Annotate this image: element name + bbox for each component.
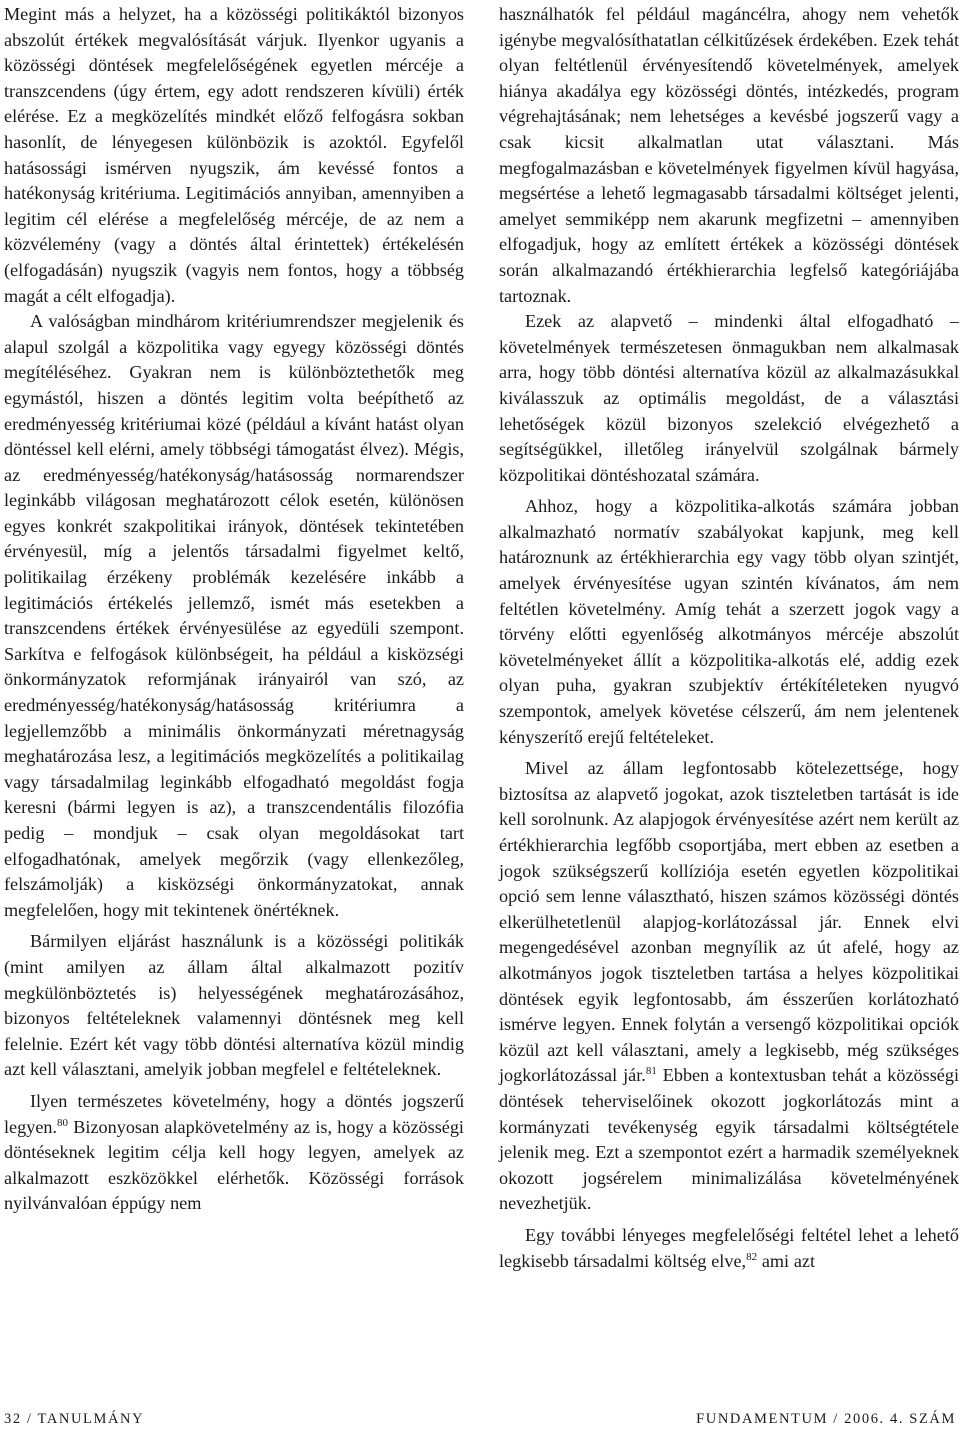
footnote-ref-81[interactable]: 81 (645, 1065, 657, 1078)
paragraph: Ahhoz, hogy a közpolitika-alkotás számára jobban alkalmazható normatív szabályokat kapjunk, meg kell határoznunk az értékhierarchia egy vagy több olyan szintjét, amelyek érvényesítése ugyan szintén kívánatos, ám nem feltétlen követelmény. Amíg tehát a szerzett jogok vagy a törvény előtti egyenlőség alkotmányos mércéje abszolút követelményeket állít a közpolitika-alkotás elé, addig ezek olyan puha, gyakran szubjektív értékítéleteken nyugvó szempontok, amelyek követése célszerű, ám nem jelentenek kényszerítő erejű feltételeket. (499, 496, 959, 747)
paragraph: Ezek az alapvető – mindenki által elfogadható – követelmények természetesen önmagukban nem alkalmasak arra, hogy több döntési alternatíva közül az alkalmazásukkal kiválasszuk az optimális megoldást, de a választási lehetőségek közül bizonyos szelekció elvégezhető a segítségükkel, illetőleg irányelvül szolgálnak bármely közpolitikai döntéshozatal számára. (499, 311, 959, 485)
footer-page-label: 32 / TANULMÁNY (4, 1411, 145, 1427)
paragraph: Bármilyen eljárást használunk is a közösségi politikák (mint amilyen az állam által alkalmazott pozitív megkülönböztetés is) helyességének meghatározásához, bizonyos feltételeknek valamennyi döntésnek meg kell felelnie. Ezért két vagy több döntési alternatíva közül mindig azt kell választani, amelyik jobban megfelel e feltételeknek. (4, 931, 464, 1080)
paragraph-text: Ilyen természetes követelmény, hogy a döntés jogszerű legyen. (4, 1090, 464, 1137)
paragraph: Megint más a helyzet, ha a közösségi politikáktól bizonyos abszolút értékek megvalósítását várjuk. Ilyenkor ugyanis a közösségi döntések megfelelőségének egyetlen mércéje a transzcendens (úgy értem, egy adott rendszeren kívüli) érték elérése. Ez a megközelítés mindkét előző felfogásra sokban hasonlít, de lényegesen különbözik is azoktól. Egyfelől hatásossági ismérven nyugszik, ám kevéssé fontos a hatékonyság kritériuma. Legitimációs annyiban, amennyiben a legitim cél elérése a megfelelőség mércéje, de az nem a közvélemény (vagy a döntés által érintettek) értékelésén (elfogadásán) nyugszik (vagyis nem fontos, hogy a többség magát a célt elfogadja). (4, 4, 464, 306)
footnote-ref-80[interactable]: 80 (57, 1116, 69, 1129)
footnote-ref-82[interactable]: 82 (746, 1250, 758, 1263)
paragraph (4, 1089, 464, 1217)
paragraph: használhatók fel például magáncélra, ahogy nem vehetők igénybe megvalósíthatatlan célkitűzések érdekében. Ezek tehát olyan feltétlenül érvényesítendő követelmények, amelyek hiánya akadálya egy közösségi döntés, intézkedés, program végrehajtásának; nem lehetséges a kevésbé jogszerű vagy a csak kicsit alkalmatlan utat választani. Más megfogalmazásban e követelmények figyelmen kívül hagyása, megsértése a lehető legmagasabb társadalmi költséget jelenti, amelyet semmiképp nem akarunk megfizetni – amennyiben elfogadjuk, hogy az említett értékek a közösségi döntések során alkalmazandó értékhierarchia legfelső kategóriájába tartoznak. (499, 4, 959, 306)
paragraph (499, 1223, 959, 1274)
paragraph-text: ami azt (757, 1250, 816, 1271)
paragraph-text: Ebben a kontextusban tehát a közösségi döntések teherviselőinek okozott jogkorlátozás mint a kormányzati tevékenység egyik társadalmi költségtétele jelenik meg. Ezt a szempontot ezért a harmadik személyeknek okozott jogsérelem minimalizálása követelményének nevezhetjük. (499, 1065, 959, 1214)
paragraph (499, 756, 959, 1217)
paragraph-text: Bizonyosan alapkövetelmény az is, hogy a közösségi döntéseknek legitim célja kell hogy legyen, amelyek az alkalmazott eszközökkel elérhetők. Közösségi források nyilvánvalóan éppúgy nem (4, 1116, 464, 1214)
paragraph: A valóságban mindhárom kritériumrendszer megjelenik és alapul szolgál a közpolitika vagy egyegy közösségi döntés megítéléséhez. Gyakran nem is különböztethetők meg egymástól, hiszen a döntés legitim volta beépíthető az eredményesség kritériumai közé (például a kívánt hatást olyan döntéssel kell elérni, amely többségi támogatást élvez). Mégis, az eredményesség/hatékonyság/hatásosság normarendszer leginkább világosan meghatározott célok esetén, különösen egyes konkrét szakpolitikai irányok, döntések tekintetében érvényesül, míg a jelentős társadalmi figyelmet keltő, politikailag érzékeny problémák kezelésére inkább a legitimációs értékelés jellemző, ismét más esetekben a transzcendens értékek érvényesülése az egyedüli szempont. Sarkítva e felfogások különbségeit, ha például a kisközségi önkormányzatok reformjának irányairól van szó, az eredményesség/hatékonyság/hatásosság kritériumra a legjellemzőbb a minimális önkormányzati méretnagyság meghatározása lesz, a legitimációs megközelítés a politikailag vagy társadalmilag leginkább elfogadható megoldást fogja keresni (bármi legyen is az), a transzcendentális filozófia pedig – mondjuk – csak olyan megoldásokat tart elfogadhatónak, amelyek megőrzik (vagy ellenkezőleg, felszámolják) a kisközségi önkormányzatokat, annak megfelelően, hogy mit tekintenek önértéknek. (4, 311, 464, 920)
paragraph-text: Mivel az állam legfontosabb kötelezettsége, hogy biztosítsa az alapvető jogokat, azok tiszteletben tartását is ide kell sorolnunk. Az alapjogok érvényesítése azért nem került az értékhierarchia legfőbb csoportjába, mert ebben az esetben a jogok szükségszerű kollíziója esetén egyetlen közpolitikai opció sem lenne választható, hiszen számos közösségi döntés elkerülhetetlenül alapjog-korlátozással jár. Ennek elvi megengedésével azonban megnyílik az út afelé, hogy az alkotmányos jogok tiszteletben tartása a helyes közpolitikai döntések egyik legfontosabb, ám ésszerűen korlátozható ismérve legyen. Ennek folytán a versengő közpolitikai opciók közül azt kell választani, amely a legkisebb, még szükséges jogkorlátozással jár. (499, 758, 959, 1086)
right-column (499, 2, 959, 1274)
left-column (4, 2, 464, 1217)
paragraph-text: Egy további lényeges megfelelőségi feltétel lehet a lehető legkisebb társadalmi költség elve, (499, 1224, 959, 1271)
footer-journal-label: FUNDAMENTUM / 2006. 4. SZÁM (696, 1411, 956, 1427)
